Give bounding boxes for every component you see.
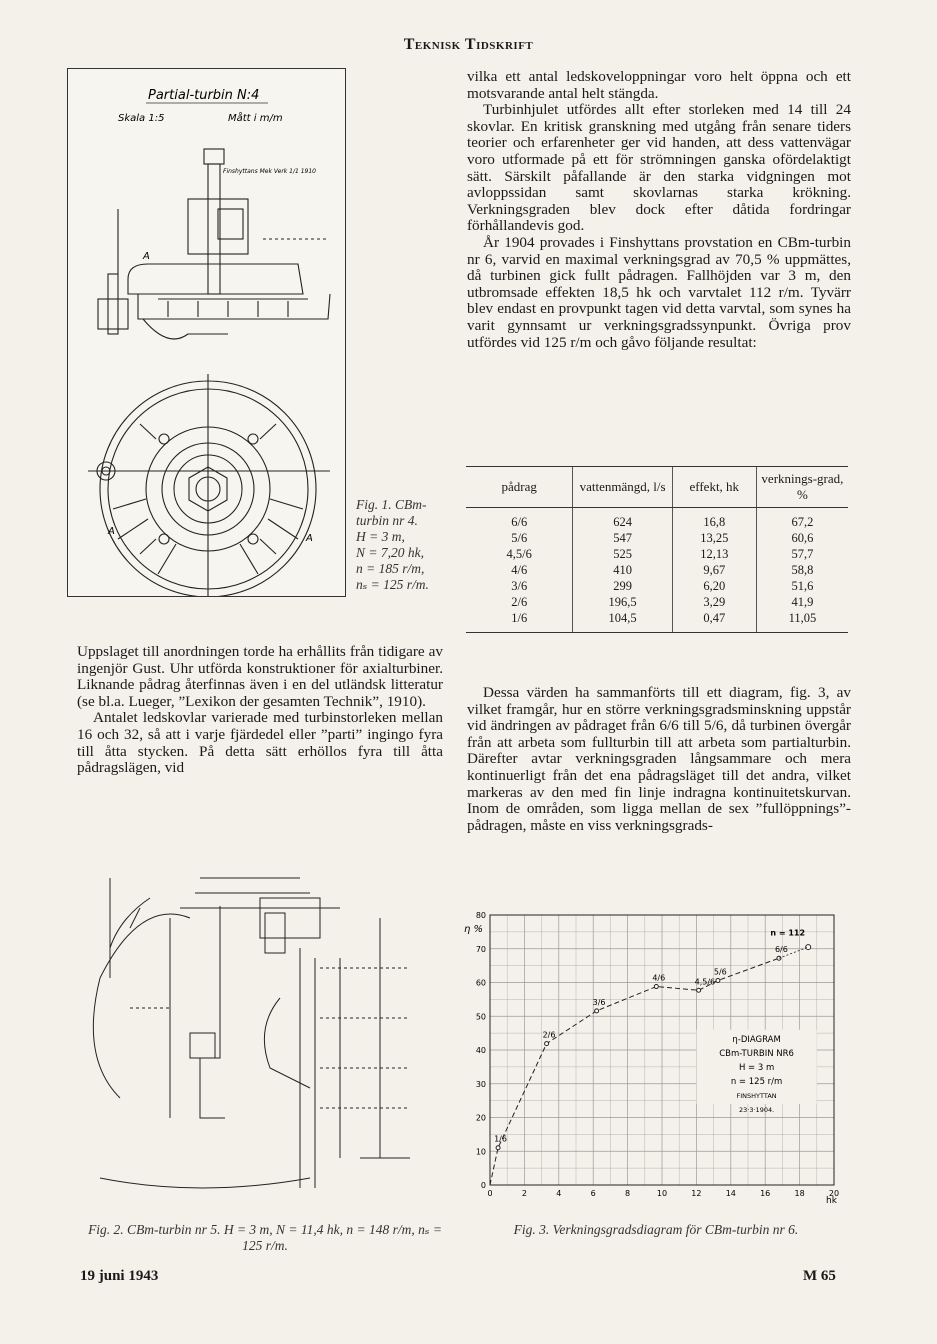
caption-line: Fig. 1. CBm- (356, 497, 427, 512)
table-cell: 6/6 (511, 515, 528, 529)
y-tick-label: 60 (475, 978, 486, 988)
data-point (595, 1009, 599, 1013)
data-point (545, 1042, 549, 1046)
caption-line: turbin nr 4. (356, 513, 418, 528)
table-cell: 525 (573, 546, 672, 562)
footer-date: 19 juni 1943 (80, 1268, 159, 1284)
label-a-right: A (306, 533, 313, 544)
table-cell: 58,8 (756, 562, 848, 578)
legend-line: n = 125 r/m (730, 1076, 783, 1087)
figure-3-caption: Fig. 3. Verkningsgradsdiagram för CBm-turbin nr 6. (513, 1222, 799, 1237)
y-tick-label: 30 (475, 1079, 486, 1089)
x-axis-label: hk (826, 1196, 837, 1205)
y-tick-label: 40 (475, 1046, 486, 1055)
header-verkningsgrad: verknings-grad, % (756, 467, 848, 508)
legend-line: CBm-TURBIN NR6 (719, 1048, 794, 1059)
annotation-n112: n = 112 (770, 928, 806, 938)
results-table (466, 466, 848, 633)
elevation-section (98, 149, 330, 339)
label-a-top: A (143, 251, 150, 262)
figure-1-drawing (67, 68, 346, 597)
table-cell: 1/6 (511, 611, 528, 625)
point-label: 2/6 (542, 1030, 556, 1040)
efficiency-chart (462, 905, 850, 1205)
table-cell: 11,05 (756, 610, 848, 632)
point-label: 5/6 (713, 967, 727, 977)
data-point (496, 1146, 500, 1150)
table-cell: 4/6 (511, 563, 528, 577)
table-cell: 4,5/6 (506, 547, 532, 561)
table-header-row (466, 467, 848, 508)
table-cell: 547 (573, 530, 672, 546)
footer-page: M 65 (803, 1268, 836, 1284)
data-point (697, 988, 701, 992)
drawing-units: Mått i m/m (228, 113, 283, 124)
x-tick-label: 2 (521, 1189, 527, 1198)
x-tick-label: 6 (590, 1189, 596, 1198)
table-cell: 2/6 (511, 595, 528, 609)
caption-line: n = 185 r/m, (356, 561, 425, 576)
sketch-lines (93, 878, 410, 1188)
x-tick-label: 10 (656, 1189, 668, 1198)
caption-line: H = 3 m, (356, 529, 405, 544)
table-cell: 104,5 (573, 610, 672, 632)
point-label: 4,5/6 (694, 977, 716, 987)
x-tick-label: 20 (828, 1189, 840, 1198)
drawing-title: Partial-turbin N:4 (148, 88, 260, 103)
paragraph: Turbinhjulet utfördes allt efter storleken med 14 till 24 skovlar. En kritisk granskning med utgång från senare tiders teorier och erfarenheter ger vid handen, att dess vattenvägar voro utformade på ett för strömningen ganska ofördelaktigt sätt. Särskilt påfallande är den starka vidgningen mot avloppssidan samt skovlarnas starka krökning. Verkningsgraden blev dock efter dåtida fordringar förhållandevis god. (467, 101, 851, 235)
y-tick-label: 70 (475, 944, 486, 954)
y-tick-label: 80 (475, 911, 486, 920)
x-tick-label: 18 (794, 1189, 805, 1198)
table-cell: 13,25 (672, 530, 756, 546)
table-cell: 12,13 (672, 546, 756, 562)
turbine-sketch-svg (80, 858, 450, 1218)
right-column-mid-text (467, 685, 851, 834)
y-axis-label: η % (464, 923, 484, 935)
point-label: 4/6 (652, 973, 666, 983)
table-cell: 299 (573, 578, 672, 594)
caption-line: nₛ = 125 r/m. (356, 577, 429, 592)
x-tick-label: 4 (556, 1189, 562, 1198)
turbine-drawing-svg (68, 69, 345, 596)
point-label: 1/6 (494, 1134, 507, 1144)
x-tick-label: 14 (725, 1189, 736, 1198)
table-cell: 3,29 (672, 594, 756, 610)
drawing-scale: Skala 1:5 (118, 113, 165, 124)
table-cell: 3/6 (511, 579, 528, 593)
paragraph: Antalet ledskovlar varierade med turbinstorleken mellan 16 och 32, så att i varje fjärdedel eller ”parti” ingingo fyra till åtta stycken. På detta sätt erhöllos fyra till åtta pådragslägen, vid (77, 709, 443, 777)
table-cell: 57,7 (756, 546, 848, 562)
figure-3-chart (462, 905, 850, 1205)
x-tick-label: 8 (625, 1189, 631, 1198)
y-tick-label: 50 (475, 1012, 486, 1022)
drawing-signature: Finshyttans Mek Verk 1/1 1910 (223, 168, 316, 175)
point-label: 6/6 (774, 945, 788, 955)
table-cell: 410 (573, 562, 672, 578)
table-cell: 67,2 (756, 508, 848, 531)
table-cell: 16,8 (672, 508, 756, 531)
data-point (654, 985, 658, 989)
table-cell: 41,9 (756, 594, 848, 610)
journal-header: Teknisk Tidskrift (403, 36, 534, 53)
x-tick-label: 0 (487, 1189, 493, 1198)
table-cell: 5/6 (511, 531, 528, 545)
legend-line: FINSHYTTAN (736, 1091, 777, 1100)
caption-line: N = 7,20 hk, (356, 545, 424, 560)
y-tick-label: 20 (475, 1113, 486, 1123)
point-label: 3/6 (592, 997, 606, 1007)
y-tick-label: 0 (480, 1181, 486, 1190)
legend-line: H = 3 m (738, 1062, 775, 1073)
left-column-text (77, 644, 443, 777)
x-tick-label: 16 (760, 1189, 771, 1198)
table-cell: 624 (573, 508, 672, 531)
label-a-left: A (108, 526, 115, 537)
table-cell: 60,6 (756, 530, 848, 546)
table-cell: 0,47 (672, 610, 756, 632)
legend-line: η-DIAGRAM (732, 1034, 781, 1045)
data-point (777, 956, 781, 960)
paragraph: Dessa värden ha sammanförts till ett diagram, fig. 3, av vilket framgår, hur en större verkningsgradsminskning uppstår vid ändringen av pådraget från 6/6 till 5/6, då turbinen övergår från att arbeta som fullturbin till att arbeta som partialturbin. Därefter avtar verkningsgraden långsammare och mera kontinuerligt från det ena pådragsläget till det andra, vilket markeras av den med fin linje indragna kontinuitetskurvan. Inom de områden, som ligga mellan de sex ”fullöppnings”-pådragen, måste en viss verkningsgrads- (467, 684, 851, 834)
table-cell: 9,67 (672, 562, 756, 578)
table-cell: 196,5 (573, 594, 672, 610)
figure-2-sketch (80, 858, 450, 1218)
figure-2-caption: Fig. 2. CBm-turbin nr 5. H = 3 m, N = 11,4 hk, n = 148 r/m, nₛ = 125 r/m. (88, 1222, 442, 1253)
paragraph: År 1904 provades i Finshyttans provstation en CBm-turbin nr 6, varvid en maximal verkningsgrad av 70,5 % uppmättes, då turbinen gick fullt pådragen. Fallhöjden var 3 m, den utbromsade effekten 18,5 hk och varvtalet 112 r/m. Tyvärr blev endast en provpunkt tagen vid detta varvtal, som synes ha varit gynnsamt ur verkningsgradssynpunkt. Övriga prov utfördes vid 125 r/m och gåvo följande resultat: (467, 233, 851, 351)
header-padrag: pådrag (466, 467, 573, 508)
paragraph: vilka ett antal ledskoveloppningar voro helt öppna och ett motsvarande antal helt stängda. (467, 68, 851, 102)
right-column-top-text (467, 69, 851, 351)
plan-view (88, 374, 330, 596)
header-effekt: effekt, hk (672, 467, 756, 508)
legend-line: 23·3·1904. (739, 1105, 775, 1114)
x-tick-label: 12 (691, 1189, 702, 1198)
figure-1-caption (356, 497, 456, 593)
header-vattenmangd: vattenmängd, l/s (573, 467, 672, 508)
paragraph: Uppslaget till anordningen torde ha erhållits från tidigare av ingenjör Gust. Uhr utförda konstruktioner för axialturbiner. Liknande pådrag återfinnas även i en del utländsk litteratur (se bl.a. Lueger, ”Lexikon der gesamten Technik”, 1910). (77, 643, 443, 710)
table-cell: 6,20 (672, 578, 756, 594)
table-cell: 51,6 (756, 578, 848, 594)
y-tick-label: 10 (475, 1147, 486, 1157)
data-point (716, 978, 720, 982)
